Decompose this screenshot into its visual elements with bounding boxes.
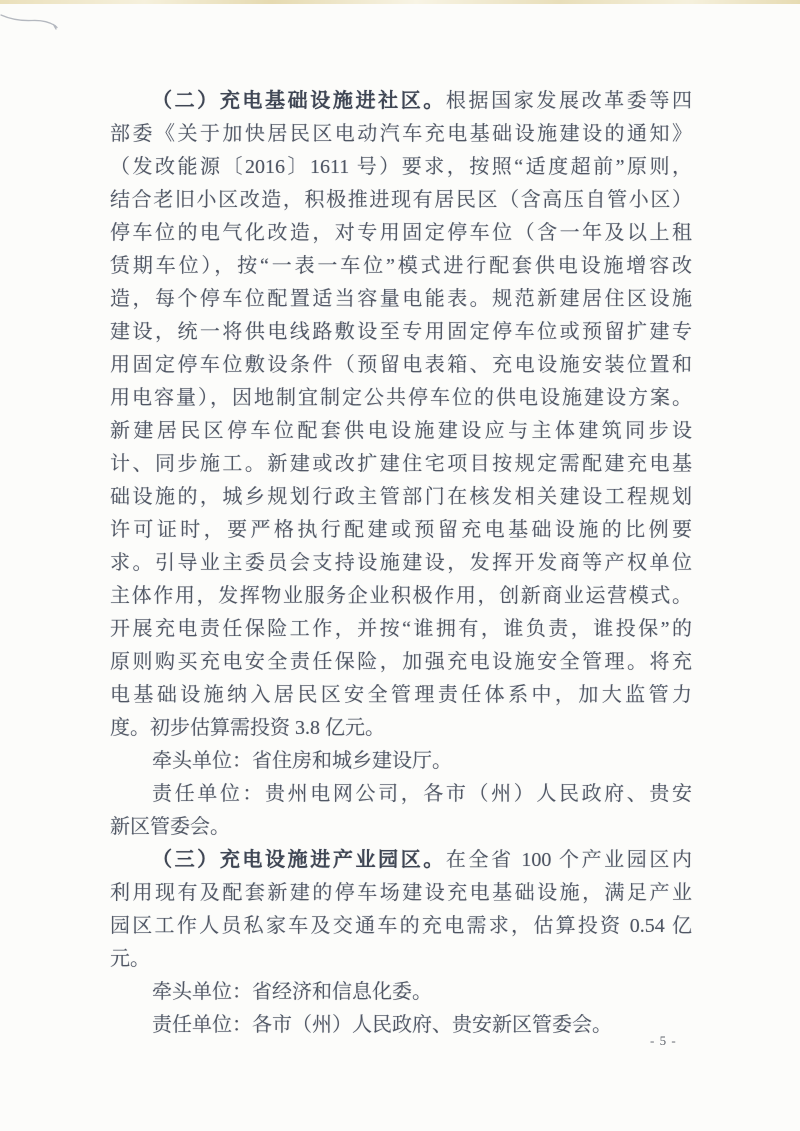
text-run: 园区工作人员私家车及交通车的充电需求，估算投资 0.54 亿 (110, 915, 692, 937)
text-run: 赁期车位），按“一表一车位”模式进行配套供电设施增容改 (110, 255, 692, 277)
text-line (110, 382, 692, 415)
text-run: 用固定停车位敷设条件（预留电表箱、充电设施安装位置和 (110, 354, 692, 376)
text-line (110, 811, 692, 844)
text-run: 原则购买充电安全责任保险，加强充电设施安全管理。将充 (110, 651, 692, 673)
text-line (110, 283, 692, 316)
text-line (110, 778, 692, 811)
text-run: 建设，统一将供电线路敷设至专用固定停车位或预留扩建专 (110, 321, 692, 343)
text-line (110, 844, 692, 877)
text-line (110, 85, 692, 118)
text-run: 根据国家发展改革委等四 (445, 90, 692, 112)
text-run: 牵头单位：省经济和信息化委。 (152, 981, 432, 1003)
text-run: 部委《关于加快居民区电动汽车充电基础设施建设的通知》 (110, 123, 692, 145)
text-line (110, 448, 692, 481)
text-run: （发改能源〔2016〕1611 号）要求，按照“适度超前”原则， (110, 156, 692, 178)
text-run: 新区管委会。 (110, 816, 230, 838)
text-line (110, 580, 692, 613)
text-run: 度。初步估算需投资 3.8 亿元。 (110, 717, 385, 739)
text-line (110, 745, 692, 778)
text-run: 元。 (110, 948, 150, 970)
scan-mark (0, 10, 70, 32)
text-run: 责任单位：各市（州）人民政府、贵安新区管委会。 (152, 1014, 612, 1036)
text-line (110, 514, 692, 547)
text-line (110, 415, 692, 448)
text-line (110, 943, 692, 976)
text-line (110, 712, 692, 745)
section-heading: （三）充电设施进产业园区。 (152, 849, 446, 871)
document-body (110, 85, 692, 1042)
text-run: 造，每个停车位配置适当容量电能表。规范新建居住区设施 (110, 288, 692, 310)
text-line (110, 184, 692, 217)
text-run: 用电容量），因地制宜制定公共停车位的供电设施建设方案。 (110, 387, 692, 409)
text-run: 牵头单位：省住房和城乡建设厅。 (152, 750, 452, 772)
text-run: 新建居民区停车位配套供电设施建设应与主体建筑同步设 (110, 420, 692, 442)
text-line (110, 1009, 692, 1042)
text-run: 础设施的，城乡规划行政主管部门在核发相关建设工程规划 (110, 486, 692, 508)
text-line (110, 250, 692, 283)
scan-edge-artifact (0, 0, 800, 4)
text-line (110, 976, 692, 1009)
text-run: 开展充电责任保险工作，并按“谁拥有，谁负责，谁投保”的 (110, 618, 692, 640)
text-run: 在全省 100 个产业园区内 (445, 849, 692, 871)
text-run: 利用现有及配套新建的停车场建设充电基础设施，满足产业 (110, 882, 692, 904)
section-heading: （二）充电基础设施进社区。 (152, 90, 446, 112)
text-line (110, 613, 692, 646)
text-line (110, 646, 692, 679)
page-number: - 5 - (650, 1033, 677, 1048)
text-line (110, 151, 692, 184)
text-run: 停车位的电气化改造，对专用固定停车位（含一年及以上租 (110, 222, 692, 244)
text-line (110, 349, 692, 382)
text-line (110, 679, 692, 712)
text-run: 结合老旧小区改造，积极推进现有居民区（含高压自管小区） (110, 189, 692, 211)
text-line (110, 547, 692, 580)
text-run: 计、同步施工。新建或改扩建住宅项目按规定需配建充电基 (110, 453, 692, 475)
text-line (110, 877, 692, 910)
text-run: 电基础设施纳入居民区安全管理责任体系中，加大监管力 (110, 684, 692, 706)
text-line (110, 910, 692, 943)
text-run: 主体作用，发挥物业服务企业积极作用，创新商业运营模式。 (110, 585, 692, 607)
text-run: 责任单位：贵州电网公司，各市（州）人民政府、贵安 (152, 783, 692, 805)
text-run: 求。引导业主委员会支持设施建设，发挥开发商等产权单位 (110, 552, 692, 574)
text-line (110, 481, 692, 514)
text-line (110, 217, 692, 250)
text-line (110, 316, 692, 349)
text-line (110, 118, 692, 151)
text-run: 许可证时，要严格执行配建或预留充电基础设施的比例要 (110, 519, 692, 541)
